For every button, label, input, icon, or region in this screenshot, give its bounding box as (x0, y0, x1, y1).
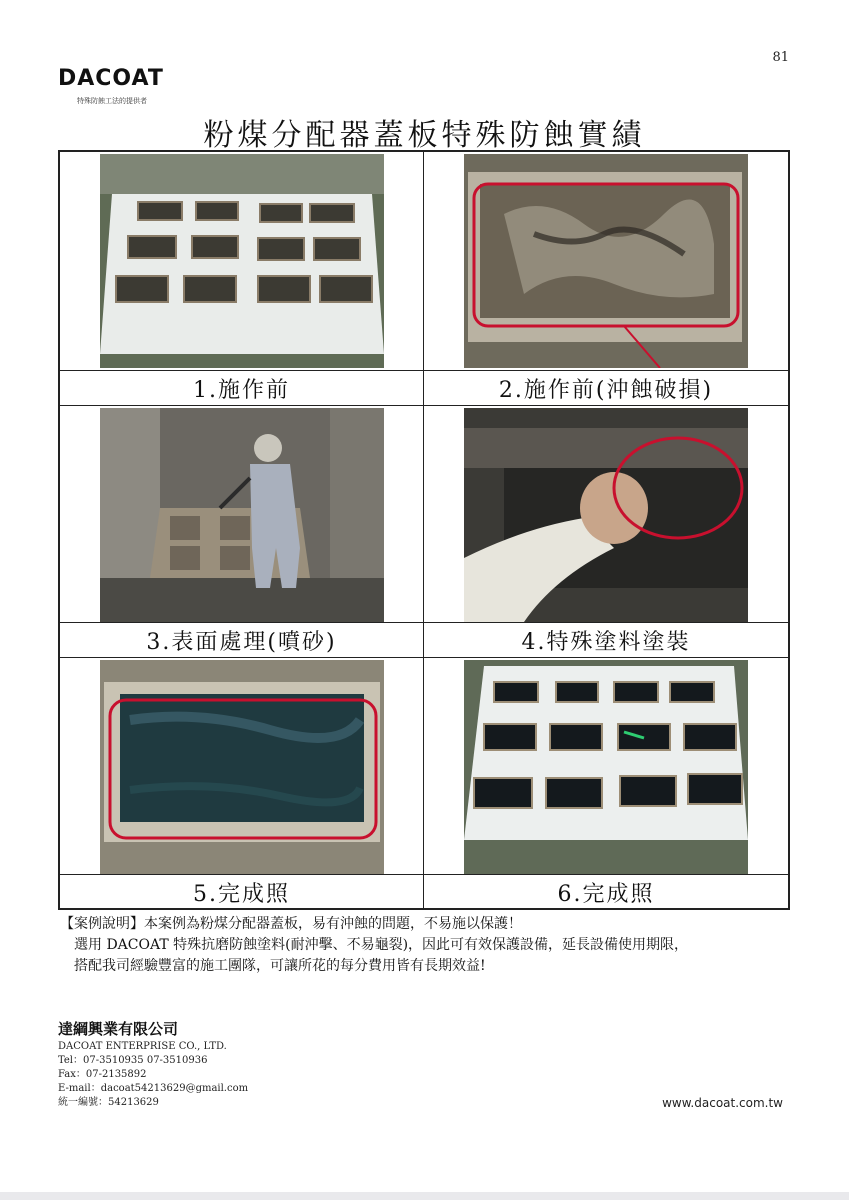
photo-cell-3 (60, 406, 424, 622)
description-line-2: 選用 DACOAT 特殊抗磨防蝕塗料(耐沖擊、不易龜裂)，因此可有效保護設備，延長設備使用期限， (74, 937, 689, 953)
page-number: 81 (772, 50, 789, 65)
company-english-name: DACOAT ENTERPRISE CO., LTD. (58, 1041, 227, 1052)
photo-cell-5 (60, 658, 424, 874)
company-name: 達綱興業有限公司 (58, 1020, 179, 1038)
description-line-1: 【案例說明】本案例為粉煤分配器蓋板，易有沖蝕的問題，不易施以保護！ (60, 916, 522, 932)
telephone: Tel：07-3510935 07-3510936 (58, 1055, 208, 1066)
photo-3-sandblasting (100, 408, 384, 622)
photo-cell-1 (60, 152, 424, 370)
company-logo: DACOAT (58, 66, 164, 91)
caption-6: 6.完成照 (424, 874, 788, 910)
website-link[interactable]: www.dacoat.com.tw (662, 1096, 783, 1110)
photo-4-special-coating (464, 408, 748, 622)
tax-id: 統一編號：54213629 (58, 1097, 159, 1108)
caption-1: 1.施作前 (60, 370, 424, 406)
photo-grid (58, 150, 790, 910)
document-title: 粉煤分配器蓋板特殊防蝕實績 (203, 118, 646, 153)
caption-4: 4.特殊塗料塗裝 (424, 622, 788, 658)
case-description (60, 914, 800, 977)
photo-6-completed (464, 660, 748, 874)
photo-1-before (100, 154, 384, 368)
contact-info (58, 1040, 248, 1110)
photo-5-completed (100, 660, 384, 874)
caption-3: 3.表面處理(噴砂) (60, 622, 424, 658)
caption-5: 5.完成照 (60, 874, 424, 910)
photo-cell-6 (424, 658, 788, 874)
logo-tagline: 特殊防蝕工法的提供者 (77, 97, 147, 105)
photo-cell-4 (424, 406, 788, 622)
photo-cell-2 (424, 152, 788, 370)
photo-2-erosion-damage (464, 154, 748, 368)
fax: Fax：07-2135892 (58, 1069, 147, 1080)
caption-2: 2.施作前(沖蝕破損) (424, 370, 788, 406)
bottom-band (0, 1192, 849, 1200)
description-line-3: 搭配我司經驗豐富的施工團隊，可讓所花的每分費用皆有長期效益! (74, 958, 486, 974)
email: E-mail：dacoat54213629@gmail.com (58, 1083, 249, 1094)
